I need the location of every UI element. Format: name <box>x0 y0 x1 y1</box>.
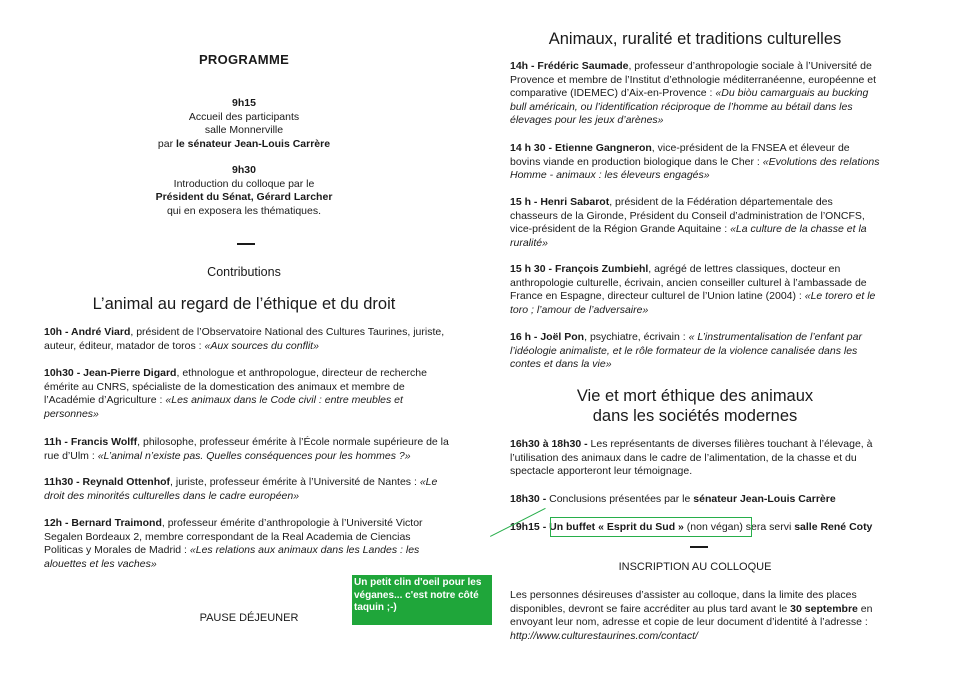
talk-text: , vice-président de la FNSEA et éleveur de bovins viande en production biologique dans le Cher : <box>510 142 850 168</box>
inscription-date: 30 septembre <box>790 602 858 615</box>
buffet-room: salle René Coty <box>794 521 873 533</box>
buffet-highlight-box <box>550 517 752 537</box>
talk-item <box>44 476 449 503</box>
section-title-ethics: L’animal au regard de l’éthique et du droit <box>92 295 396 313</box>
schedule-block <box>510 493 880 507</box>
talk-head: 16 h - Joël Pon <box>510 331 585 343</box>
talk-head: 11h30 - Reynald Ottenhof <box>44 476 171 488</box>
intro-block <box>34 164 454 218</box>
talk-quote: « L’instrumentalisation de l’enfant par l’idéologie animaliste, et le rôle formateur de la violence canalisée dans les contes et dans la vie» <box>510 331 862 371</box>
talk-head: 15 h - Henri Sabarot <box>510 196 610 208</box>
talk-text: , psychiatre, écrivain : <box>584 331 689 343</box>
talk-item <box>44 326 449 353</box>
inscription-text1: Les personnes désireuses d’assister au colloque, dans la limite des places disponibles, devront se faire accréditer au plus tard avant le <box>510 589 857 615</box>
talk-text: , président de l’Observatoire National des Cultures Taurines, juriste, auteur, éditeur, matador de toros : <box>44 326 445 352</box>
welcome-line2: salle Monnerville <box>204 124 284 137</box>
section2-line1: Vie et mort éthique des animaux <box>576 387 814 405</box>
talk-quote: «Les relations aux animaux dans les Landes : les alouettes et les vaches» <box>44 544 420 570</box>
welcome-line3-pre: par <box>157 137 176 150</box>
block-text: Conclusions présentées par le <box>546 493 694 505</box>
talk-text: , professeur d’anthropologie sociale à l’Université de Provence et membre de l’Institut d’ethnologie méditerranéenne, européenne et comparative (IDEMEC) d’Aix-en-Provence : <box>510 60 876 100</box>
talk-text: , agrégé de lettres classiques, docteur en anthropologie culturelle, écrivain, ancien conseiller culturel à l’ambassade de France en Espagne, directeur culturel de l’Union latine (2004) : <box>510 263 867 303</box>
welcome-senator: le sénateur Jean-Louis Carrère <box>176 137 331 150</box>
talk-head: 14h - Frédéric Saumade <box>510 60 629 72</box>
talk-quote: «La culture de la chasse et la ruralité» <box>510 223 867 249</box>
talk-text: , professeur émérite d’anthropologie à l’Université Victor Segalen Bordeaux 2, membre correspondant de la Real Academia de Ciencias Politicas y Morales de Madrid : <box>44 517 423 557</box>
talk-item <box>510 142 880 183</box>
programme-title: PROGRAMME <box>198 52 290 67</box>
buffet-title: Un buffet « Esprit du Sud » <box>549 521 684 533</box>
talk-head: 15 h 30 - François Zumbiehl <box>510 263 649 275</box>
welcome-line1: Accueil des participants <box>188 110 300 123</box>
divider <box>237 243 255 245</box>
welcome-time: 9h15 <box>232 97 256 109</box>
intro-time: 9h30 <box>232 164 256 176</box>
buffet-note: (non végan) <box>683 521 743 533</box>
talk-item <box>44 436 449 463</box>
conclusion-senator: sénateur Jean-Louis Carrère <box>693 493 836 505</box>
section2-line2: dans les sociétés modernes <box>592 407 798 425</box>
talk-item <box>510 196 880 250</box>
talk-quote: «Aux sources du conflit» <box>204 339 319 352</box>
talk-head: 10h30 - Jean-Pierre Digard <box>44 367 177 379</box>
talk-head: 14 h 30 - Etienne Gangneron <box>510 142 652 154</box>
block-head: 18h30 - <box>510 493 547 505</box>
talk-quote: «Le torero et le toro ; l’amour de l’adversaire» <box>510 290 876 316</box>
talk-item <box>44 367 449 421</box>
intro-line1: Introduction du colloque par le <box>173 177 315 190</box>
talk-quote: «Du biòu camarguais au bucking bull américain, ou l’identification réciproque de l’homme au bétail dans les élevages pour les jeux d’arènes» <box>510 87 869 127</box>
inscription-text <box>510 589 885 643</box>
talk-head: 10h - André Viard <box>44 326 131 338</box>
inscription-text2: en envoyant leur nom, adresse et copie de leur document d’identité à l’adresse : <box>510 602 873 629</box>
talk-quote: «Le droit des minorités culturelles dans le cadre européen» <box>44 476 438 502</box>
talk-head: 11h - Francis Wolff <box>44 436 138 448</box>
talk-item <box>510 331 880 372</box>
talk-head: 12h - Bernard Traimond <box>44 517 162 529</box>
talk-text: , président de la Fédération départementale des chasseurs de la Gironde, Président du Conseil d’administration de l’ONCFS, vice-président de la Région Grande Aquitaine : <box>510 196 865 236</box>
talk-quote: «L’animal n’existe pas. Quelles conséquences pour les hommes ?» <box>97 449 411 462</box>
talk-item <box>44 517 449 571</box>
intro-line2: Président du Sénat, Gérard Larcher <box>155 191 333 204</box>
callout-note: Un petit clin d'oeil pour les véganes... c'est notre côté taquin ;-) <box>352 575 492 625</box>
section-title-rurality: Animaux, ruralité et traditions culturelles <box>548 30 842 48</box>
talk-item <box>510 263 880 317</box>
lunch-break: PAUSE DÉJEUNER <box>199 612 299 624</box>
section-title-ethical-life <box>510 386 880 426</box>
talk-quote: «Evolutions des relations Homme - animaux : les éleveurs engagés» <box>510 155 880 182</box>
talk-text: , ethnologue et anthropologue, directeur de recherche émérite au CNRS, spécialiste de la domestication des animaux et membre de l’Académie d’Agriculture : <box>44 367 427 407</box>
inscription-url[interactable]: http://www.culturestaurines.com/contact/ <box>510 629 698 642</box>
block-text: Les représentants de diverses filières touchant à l’élevage, à l’utilisation des animaux dans le cadre de l’alimentation, de la chasse et du spectacle apporteront leur témoignage. <box>510 438 873 478</box>
block-head: 19h15 - <box>510 521 547 533</box>
talk-text: , juriste, professeur émérite à l’Université de Nantes : <box>170 476 420 488</box>
schedule-block <box>510 438 880 479</box>
welcome-block <box>34 97 454 151</box>
block-head: 16h30 à 18h30 - <box>510 438 588 450</box>
intro-line3: qui en exposera les thématiques. <box>166 204 322 217</box>
welcome-line3 <box>34 138 454 152</box>
inscription-title: INSCRIPTION AU COLLOQUE <box>618 561 772 573</box>
talk-quote: «Les animaux dans le Code civil : entre meubles et personnes» <box>44 394 403 420</box>
talk-text: , philosophe, professeur émérite à l’École normale supérieure de la rue d’Ulm : <box>44 436 449 462</box>
contributions-heading: Contributions <box>207 265 281 279</box>
divider <box>690 546 708 548</box>
block-text: sera servi <box>742 521 795 533</box>
talk-item <box>510 60 880 128</box>
